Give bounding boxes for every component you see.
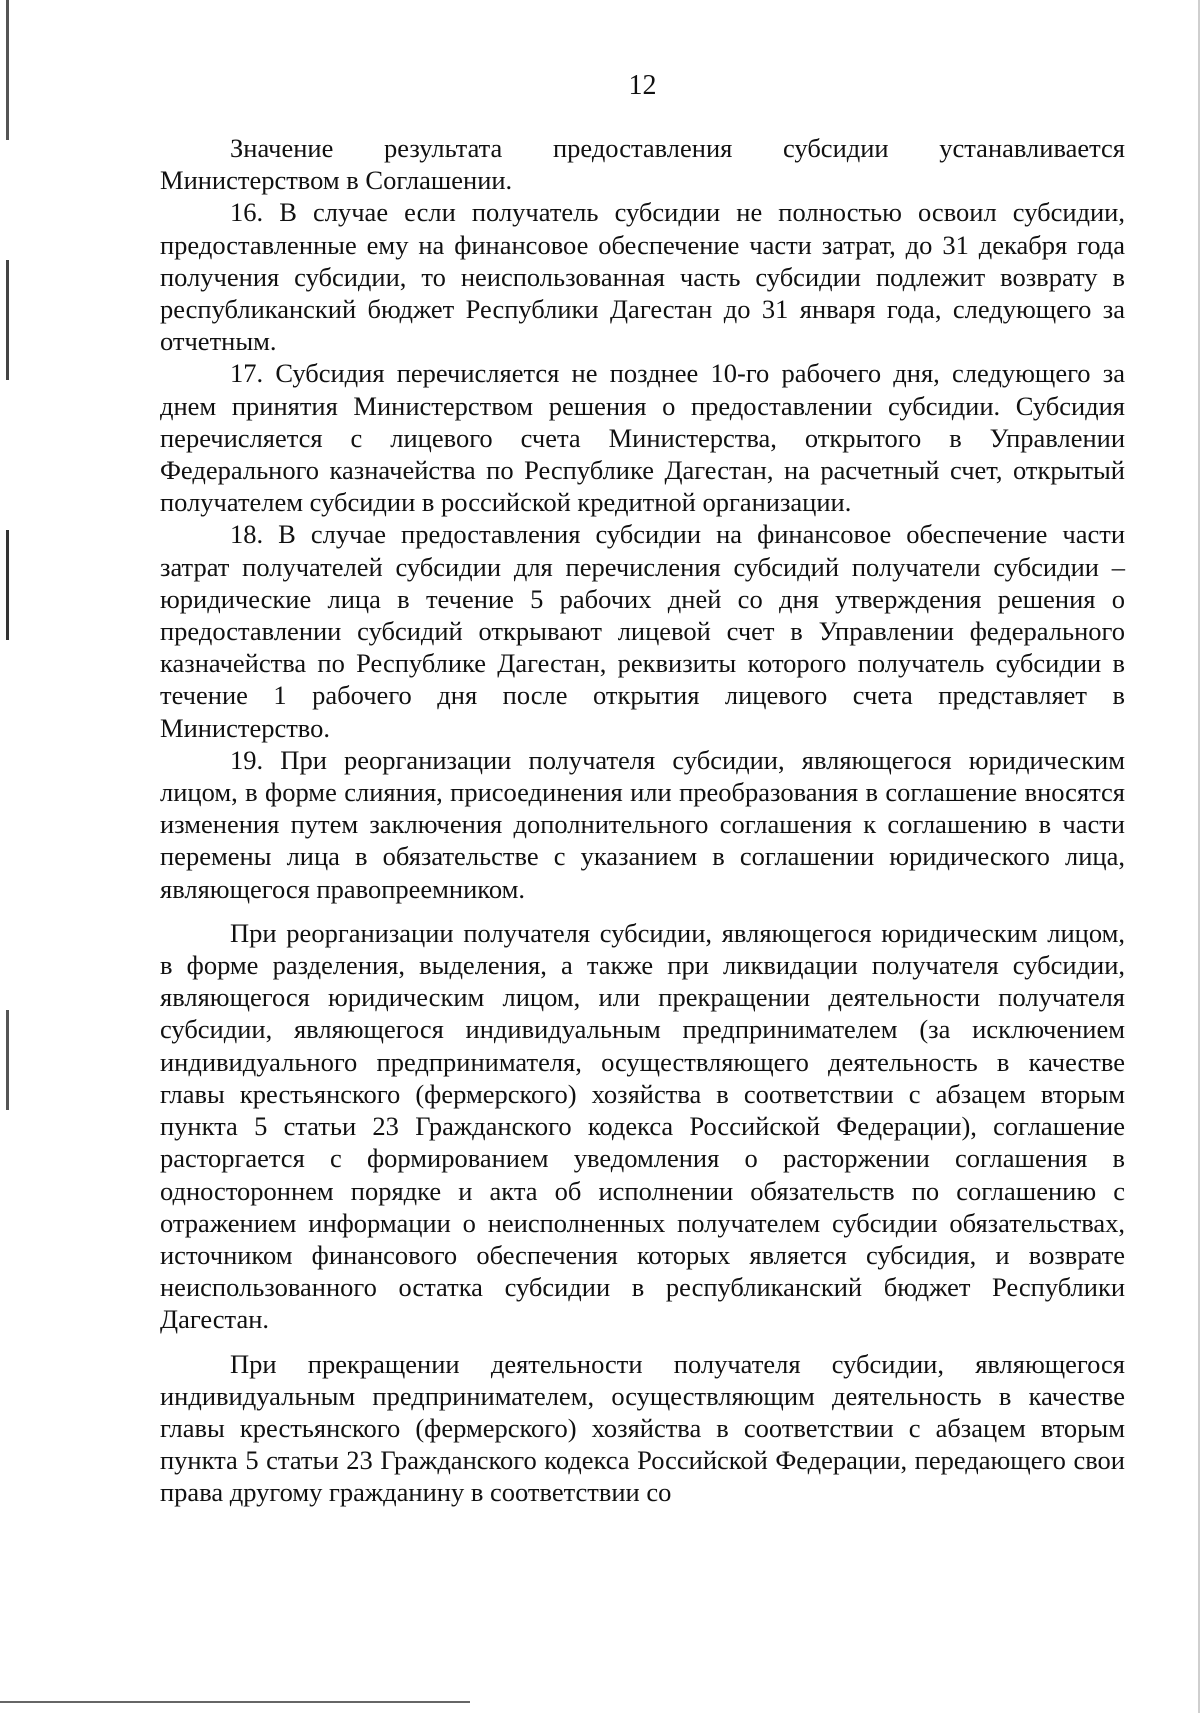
paragraph-termination: При прекращении деятельности получателя субсидии, являющегося индивидуальным предпринимателем, осуществляющим деятельность в качестве главы крестьянского (фермерского) хозяйства в соответствии с абзацем вторым пункта 5 статьи 23 Гражданского кодекса Российской Федерации, передающего свои права другому гражданину в соответствии со <box>160 1348 1125 1508</box>
page-number: 12 <box>628 70 657 101</box>
scan-bottom-line <box>0 1701 470 1703</box>
paragraph-19: 19. При реорганизации получателя субсидии, являющегося юридическим лицом, в форме слияния, присоединения или преобразования в соглашение вносятся изменения путем заключения дополнительного соглашения к соглашению в части перемены лица в обязательстве с указанием в соглашении юридического лица, являющегося правопреемником. <box>160 744 1125 904</box>
paragraph-16: 16. В случае если получатель субсидии не полностью освоил субсидии, предоставленные ему на финансовое обеспечение части затрат, до 31 декабря года получения субсидии, то неиспользованная часть субсидии подлежит возврату в республиканский бюджет Республики Дагестан до 31 января года, следующего за отчетным. <box>160 197 1125 357</box>
paragraph-18: 18. В случае предоставления субсидии на финансовое обеспечение части затрат получателей субсидии для перечисления субсидий получатели субсидии – юридические лица в течение 5 рабочих дней со дня утверждения решения о предоставлении субсидий открывают лицевой счет в Управлении федерального казначейства по Республике Дагестан, реквизиты которого получатель субсидии в течение 1 рабочего дня после открытия лицевого счета представляет в Министерство. <box>160 519 1125 743</box>
document-body <box>160 132 1125 1509</box>
paragraph-17: 17. Субсидия перечисляется не позднее 10-го рабочего дня, следующего за днем принятия Министерством решения о предоставлении субсидии. Субсидия перечисляется с лицевого счета Министерства, открытого в Управлении Федерального казначейства по Республике Дагестан, на расчетный счет, открытый получателем субсидии в российской кредитной организации. <box>160 358 1125 518</box>
scan-left-edge-shadow <box>6 0 9 1713</box>
paragraph-result-value: Значение результата предоставления субсидии устанавливается Министерством в Соглашении. <box>160 133 1125 196</box>
paragraph-reorganization: При реорганизации получателя субсидии, являющегося юридическим лицом, в форме разделения, выделения, а также при ликвидации получателя субсидии, являющегося юридическим лицом, или прекращении деятельности получателя субсидии, являющегося индивидуальным предпринимателем (за исключением индивидуального предпринимателя, осуществляющего деятельность в качестве главы крестьянского (фермерского) хозяйства в соответствии с абзацем вторым пункта 5 статьи 23 Гражданского кодекса Российской Федерации), соглашение расторгается с формированием уведомления о расторжении соглашения в одностороннем порядке и акта об исполнении обязательств по соглашению с отражением информации о неисполненных получателем субсидии обязательствах, источником финансового обеспечения которых является субсидия, и возврате неиспользованного остатка субсидии в республиканский бюджет Республики Дагестан. <box>160 917 1125 1335</box>
